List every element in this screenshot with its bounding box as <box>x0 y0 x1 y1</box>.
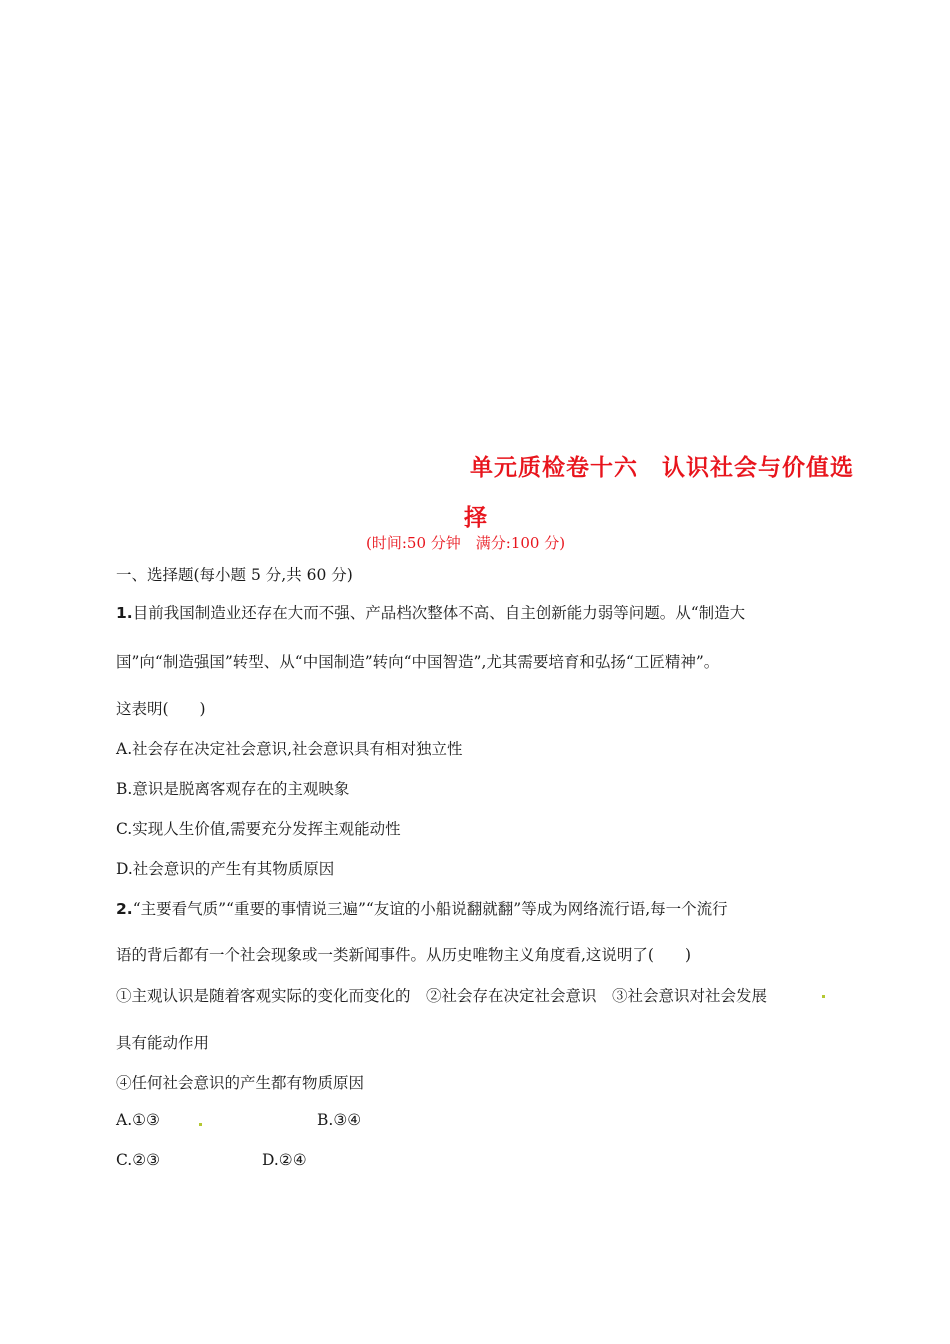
page-title-line2: 择 <box>464 505 488 531</box>
question-2-option-a: A.①③ <box>116 1111 160 1129</box>
question-1-option-a: A.社会存在决定社会意识,社会意识具有相对独立性 <box>116 740 463 758</box>
question-1-number: 1. <box>116 604 133 622</box>
question-1-line2: 国”向“制造强国”转型、从“中国制造”转向“中国智造”,尤其需要培育和弘扬“工匠精神”。 <box>116 653 720 671</box>
marker-dot <box>822 995 825 998</box>
question-1-option-c: C.实现人生价值,需要充分发挥主观能动性 <box>116 820 401 838</box>
question-1-line3: 这表明( ) <box>116 700 206 718</box>
question-2-option-b: B.③④ <box>317 1111 362 1129</box>
question-1-line1 <box>116 601 745 623</box>
question-2-statement-1-cont: 具有能动作用 <box>116 1034 210 1052</box>
exam-time-info: (时间:50 分钟 满分:100 分) <box>366 534 566 552</box>
page-title-line1: 单元质检卷十六 认识社会与价值选 <box>470 455 854 481</box>
question-2-statement-2: ④任何社会意识的产生都有物质原因 <box>116 1074 365 1092</box>
question-2-option-d: D.②④ <box>262 1151 307 1169</box>
question-2-line1 <box>116 897 728 919</box>
question-2-text: “主要看气质”“重要的事情说三遍”“友谊的小船说翻就翻”等成为网络流行语,每一个流行 <box>132 900 728 918</box>
question-1-option-b: B.意识是脱离客观存在的主观映象 <box>116 780 350 798</box>
section-heading: 一、选择题(每小题 5 分,共 60 分) <box>116 566 353 584</box>
question-2-statement-1: ①主观认识是随着客观实际的变化而变化的 ②社会存在决定社会意识 ③社会意识对社会发展 <box>116 987 768 1005</box>
question-1-option-d: D.社会意识的产生有其物质原因 <box>116 860 335 878</box>
question-2-option-c: C.②③ <box>116 1151 161 1169</box>
marker-dot <box>199 1123 202 1126</box>
question-1-text: 目前我国制造业还存在大而不强、产品档次整体不高、自主创新能力弱等问题。从“制造大 <box>132 604 746 622</box>
question-2-number: 2. <box>116 900 133 918</box>
question-2-line2: 语的背后都有一个社会现象或一类新闻事件。从历史唯物主义角度看,这说明了( ) <box>116 946 692 964</box>
